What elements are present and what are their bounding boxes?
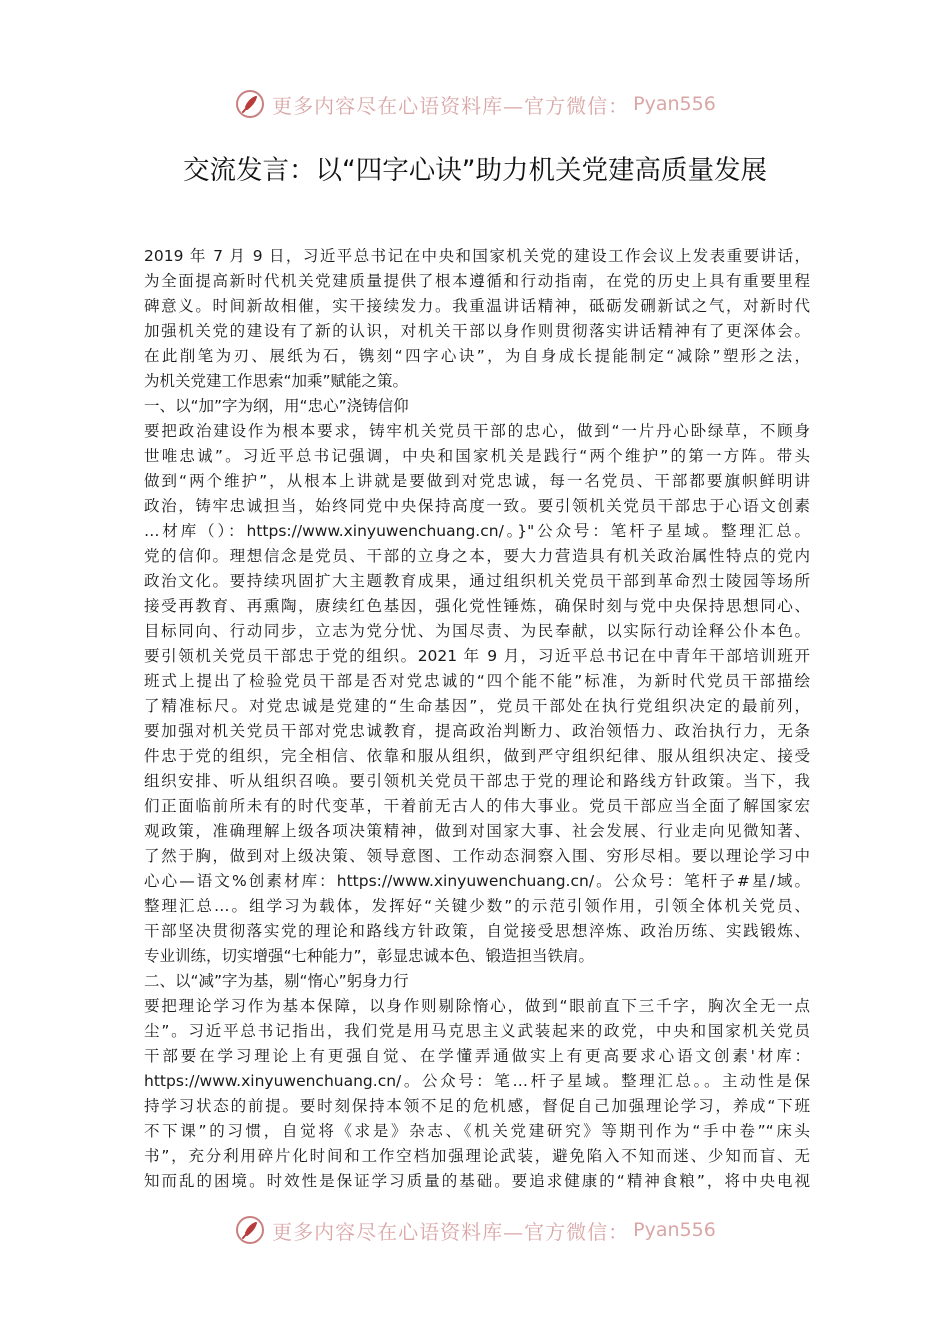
body-line: 政治，铸牢忠诚担当，始终同党中央保持高度一致。要引领机关党员干部忠于心语文创素 — [144, 497, 810, 515]
body-line: 了然于胸，做到对上级决策、领导意图、工作动态洞察入围、穷形尽相。要以理论学习中 — [144, 847, 810, 865]
document-title: 交流发言：以“四字心诀”助力机关党建高质量发展 — [183, 155, 767, 186]
body-line: 加强机关党的建设有了新的认识，对机关干部以身作则贯彻落实讲话精神有了更深体会。 — [144, 322, 810, 340]
feather-pen-logo-icon — [234, 1214, 266, 1246]
body-line: 干部坚决贯彻落实党的理论和路线方针政策，自觉接受思想淬炼、政治历练、实践锻炼、 — [144, 922, 810, 940]
body-line: 为机关党建工作思索“加乘”赋能之策。 — [144, 372, 409, 390]
body-line: 世唯忠诚”。习近平总书记强调，中央和国家机关是践行“两个维护”的第一方阵。带头 — [144, 447, 810, 465]
body-line: 碑意义。时间新故相催，实干接续发力。我重温讲话精神，砥砺发硎新试之气，对新时代 — [144, 297, 810, 315]
watermark-wechat-id: Pyan556 — [633, 1219, 716, 1241]
body-line: 尘”。习近平总书记指出，我们党是用马克思主义武装起来的政党，中央和国家机关党员 — [144, 1022, 810, 1040]
body-line: 观政策，准确理解上级各项决策精神，做到对国家大事、社会发展、行业走向见微知著、 — [144, 822, 810, 840]
body-line: 了精准标尺。对党忠诚是党建的“生命基因”，党员干部处在执行党组织决定的最前列， — [144, 697, 810, 715]
body-line: 整理汇总…。组学习为载体，发挥好“关键少数”的示范引领作用，引领全体机关党员、 — [144, 897, 810, 915]
body-line: 心心—语文%创素材库：https://www.xinyuwenchuang.cn/。公众号：笔杆子#星/域。 — [144, 872, 810, 890]
body-line: https://www.xinyuwenchuang.cn/。公众号：笔…杆子星域。整理汇总。。主动性是保 — [144, 1072, 810, 1090]
body-line: 持学习状态的前提。要时刻保持本领不足的危机感，督促自己加强理论学习，养成“下班 — [144, 1097, 810, 1115]
body-line: 做到“两个维护”，从根本上讲就是要做到对党忠诚，每一名党员、干部都要旗帜鲜明讲 — [144, 472, 810, 490]
body-line: 不下课”的习惯，自觉将《求是》杂志、《机关党建研究》等期刊作为“手中卷”“床头 — [144, 1122, 810, 1140]
watermark-wechat-id: Pyan556 — [633, 93, 716, 115]
body-line: 组织安排、听从组织召唤。要引领机关党员干部忠于党的理论和路线方针政策。当下，我 — [144, 772, 810, 790]
body-line: 要加强对机关党员干部对党忠诚教育，提高政治判断力、政治领悟力、政治执行力，无条 — [144, 722, 810, 740]
body-line: 要把理论学习作为基本保障，以身作则剔除惰心，做到“眼前直下三千字，胸次全无一点 — [144, 997, 810, 1015]
body-line: 党的信仰。理想信念是党员、干部的立身之本，要大力营造具有机关政治属性特点的党内 — [144, 547, 810, 565]
section-heading: 一、以“加”字为纲，用“忠心”浇铸信仰 — [144, 397, 409, 415]
body-line: 政治文化。要持续巩固扩大主题教育成果，通过组织机关党员干部到革命烈士陵园等场所 — [144, 572, 810, 590]
body-line: 在此削笔为刃、展纸为石，镌刻“四字心诀”，为自身成长提能制定“减除”塑形之法， — [144, 347, 810, 365]
body-line: 为全面提高新时代机关党建质量提供了根本遵循和行动指南，在党的历史上具有重要里程 — [144, 272, 810, 290]
body-line: 要引领机关党员干部忠于党的组织。2021 年 9 月，习近平总书记在中青年干部培训班开 — [144, 647, 810, 665]
body-line: 目标同向、行动同步，立志为党分忧、为国尽责、为民奉献，以实际行动诠释公仆本色。 — [144, 622, 810, 640]
body-line: 干部要在学习理论上有更强自觉、在学懂弄通做实上有更高要求心语文创素'材库： — [144, 1047, 810, 1065]
watermark-text: 更多内容尽在心语资料库—官方微信： — [272, 1219, 630, 1244]
body-line: 接受再教育、再熏陶，赓续红色基因，强化党性锤炼，确保时刻与党中央保持思想同心、 — [144, 597, 810, 615]
body-line: 件忠于党的组织，完全相信、依靠和服从组织，做到严守组织纪律、服从组织决定、接受 — [144, 747, 810, 765]
body-line: 班式上提出了检验党员干部是否对党忠诚的“四个能不能”标准，为新时代党员干部描绘 — [144, 672, 810, 690]
body-line: 知而乱的困境。时效性是保证学习质量的基础。要追求健康的“精神食粮”，将中央电视 — [144, 1172, 810, 1190]
watermark-text: 更多内容尽在心语资料库—官方微信： — [272, 93, 630, 118]
document-body — [144, 244, 810, 1194]
body-line: 要把政治建设作为根本要求，铸牢机关党员干部的忠心，做到“一片丹心卧绿草，不顾身 — [144, 422, 810, 440]
body-line: …材库（）：https://www.xinyuwenchuang.cn/。}"公众号：笔杆子星域。整理汇总。 — [144, 522, 810, 540]
body-line: 2019 年 7 月 9 日，习近平总书记在中央和国家机关党的建设工作会议上发表重要讲话， — [144, 247, 810, 265]
header-watermark-banner — [0, 84, 950, 124]
body-line: 们正面临前所未有的时代变革，干着前无古人的伟大事业。党员干部应当全面了解国家宏 — [144, 797, 810, 815]
feather-pen-logo-icon — [234, 88, 266, 120]
body-line: 专业训练，切实增强“七种能力”，彰显忠诚本色、锻造担当铁肩。 — [144, 947, 595, 965]
body-line: 书”，充分利用碎片化时间和工作空档加强理论武装，避免陷入不知而迷、少知而盲、无 — [144, 1147, 810, 1165]
section-heading: 二、以“减”字为基，剔“惰心”躬身力行 — [144, 972, 409, 990]
footer-watermark-banner — [0, 1210, 950, 1250]
